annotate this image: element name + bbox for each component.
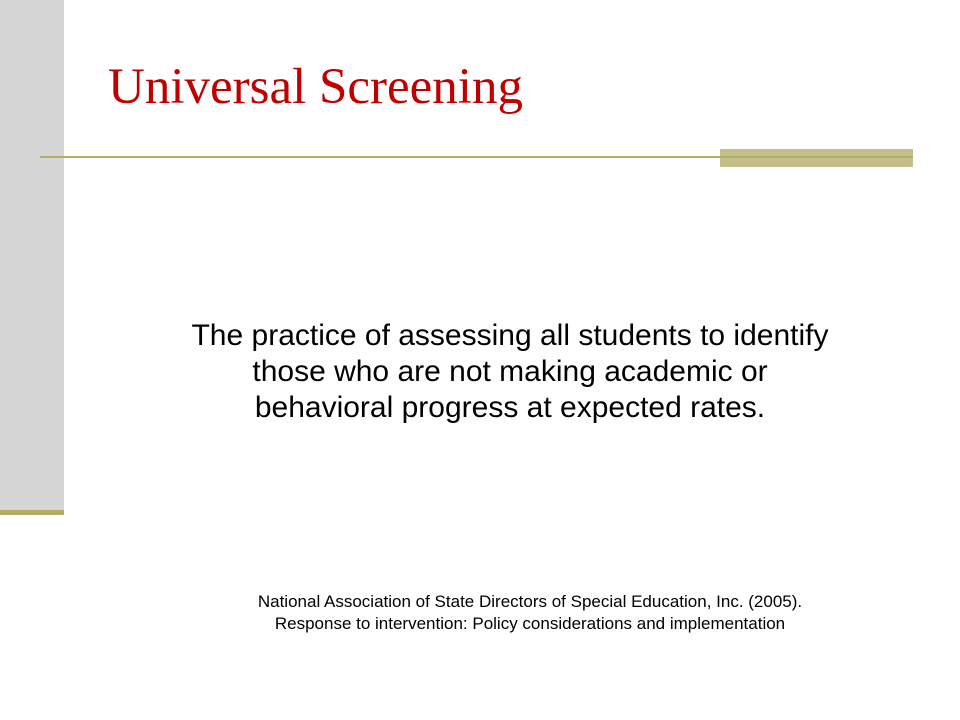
slide-title: Universal Screening xyxy=(108,59,523,115)
definition-line: those who are not making academic or xyxy=(252,355,768,388)
definition-line: behavioral progress at expected rates. xyxy=(254,391,766,424)
title-divider-line xyxy=(40,156,720,158)
citation xyxy=(150,591,910,635)
left-bar-underline xyxy=(0,510,64,515)
definition-line: The practice of assessing all students to identify xyxy=(191,319,829,352)
definition-text xyxy=(110,318,910,426)
left-decorative-bar xyxy=(0,0,64,512)
citation-line: National Association of State Directors of Special Education, Inc. (2005). xyxy=(257,592,803,611)
title-divider-accent xyxy=(720,149,913,167)
citation-line: Response to intervention: Policy considerations and implementation xyxy=(274,614,786,633)
